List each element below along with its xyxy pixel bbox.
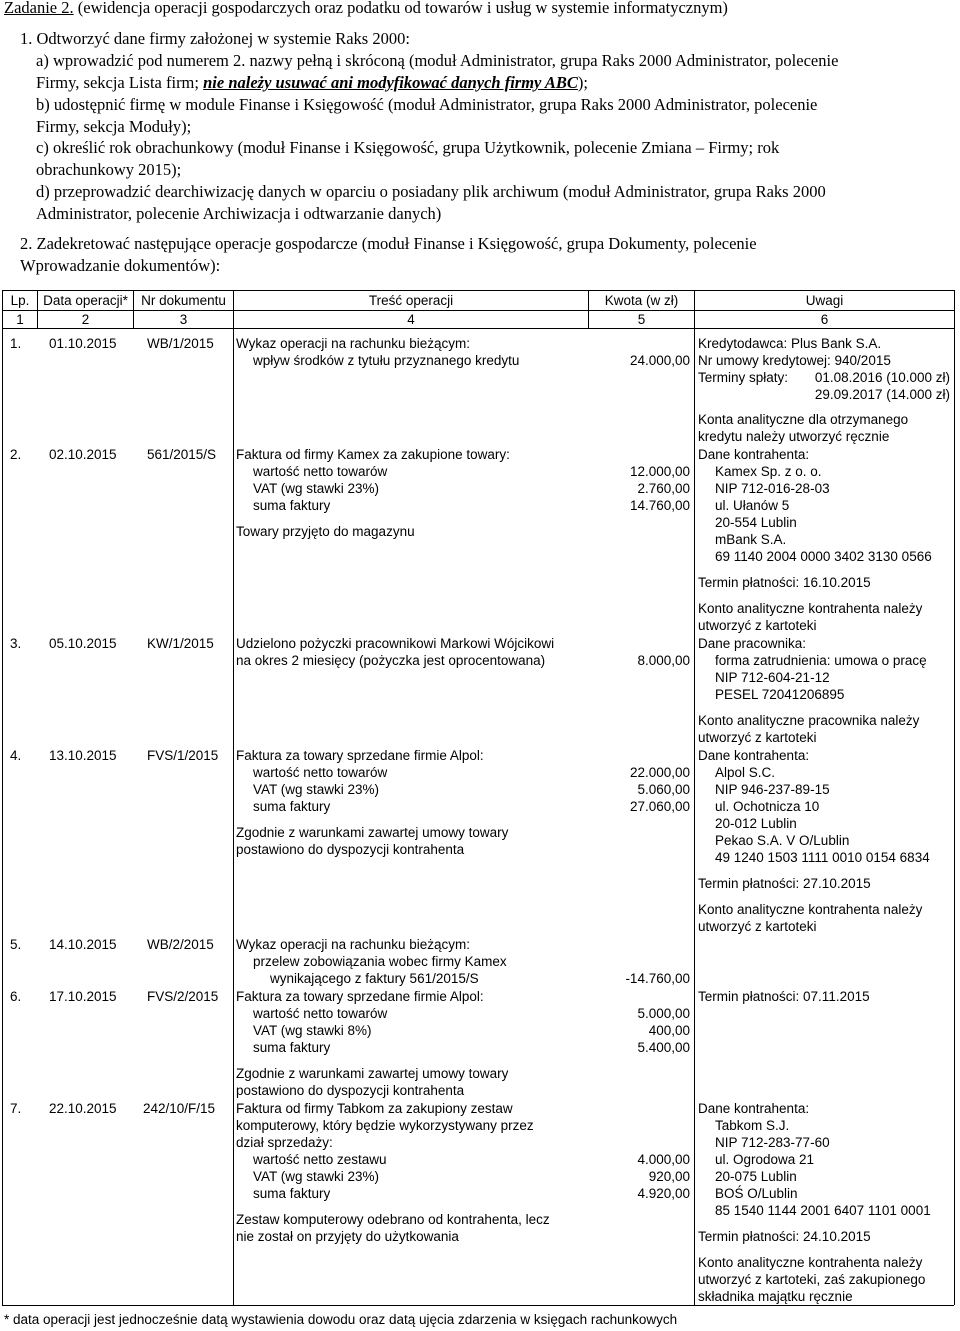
instruction-1d-line2: Administrator, polecenie Archiwizacja i odtwarzanie danych) [36, 204, 442, 223]
table-right-border [954, 290, 955, 1305]
row-note: NIP 712-283-77-60 [715, 1135, 830, 1150]
column-number: 4 [407, 312, 415, 327]
row-lp: 3. [10, 636, 22, 651]
row-content-line: Wykaz operacji na rachunku bieżącym: [236, 937, 470, 952]
row-date: 05.10.2015 [49, 636, 117, 651]
row-content-line: dział sprzedaży: [236, 1135, 333, 1150]
table-col-divider [694, 290, 695, 1305]
instruction-2-line2: Wprowadzanie dokumentów): [20, 256, 221, 275]
instruction-1d-line1: d) przeprowadzić dearchiwizację danych w oparciu o posiadany plik archiwum (moduł Administrator, grupa Raks 2000 [36, 182, 826, 201]
row-note: składnika majątku ręcznie [698, 1289, 853, 1304]
row-lp: 6. [10, 989, 22, 1004]
row-note: Kamex Sp. z o. o. [715, 464, 822, 479]
instruction-1a-warning: nie należy usuwać ani modyfikować danych firmy ABC [203, 73, 578, 92]
row-date: 13.10.2015 [49, 748, 117, 763]
task-title-description: (ewidencja operacji gospodarczych oraz podatku od towarów i usług w systemie informatycznym) [73, 0, 728, 17]
instruction-1a-line2 [36, 73, 588, 93]
row-note: 20-554 Lublin [715, 515, 797, 530]
instruction-1b-line2: Firmy, sekcja Moduły); [36, 117, 192, 136]
instruction-1a-line1: a) wprowadzić pod numerem 2. nazwy pełną i skróconą (moduł Administrator, grupa Raks 2000 Administrator, polecenie [36, 51, 839, 70]
row-content-line: na okres 2 miesięcy (pożyczka jest oprocentowana) [236, 653, 546, 668]
row-amount: 5.060,00 [637, 782, 690, 797]
row-content-line: nie został on przyjęty do użytkowania [236, 1229, 459, 1244]
row-note: kredytu należy utworzyć ręcznie [698, 429, 890, 444]
row-lp: 5. [10, 937, 22, 952]
row-amount: 920,00 [648, 1169, 690, 1184]
row-note: utworzyć z kartoteki [698, 730, 817, 745]
table-col-divider [233, 290, 234, 1305]
row-content-line: przelew zobowiązania wobec firmy Kamex [253, 954, 507, 969]
row-content-line: Faktura od firmy Kamex za zakupione towary: [236, 447, 510, 462]
row-content-line: Udzielono pożyczki pracownikowi Markowi Wójcikowi [236, 636, 555, 651]
instruction-1b-line1: b) udostępnić firmę w module Finanse i Księgowość (moduł Administrator, grupa Raks 2000 Administrator, polecenie [36, 95, 818, 114]
row-content-line: Zgodnie z warunkami zawartej umowy towary [236, 1066, 509, 1081]
row-note: 20-012 Lublin [715, 816, 797, 831]
column-number: 2 [81, 312, 90, 327]
row-date: 22.10.2015 [49, 1101, 117, 1116]
row-doc: FVS/2/2015 [147, 989, 219, 1004]
row-content-line: Zestaw komputerowy odebrano od kontrahenta, lecz [236, 1212, 550, 1227]
row-date: 02.10.2015 [49, 447, 117, 462]
row-note: 85 1540 1144 2001 6407 1101 0001 [715, 1203, 931, 1218]
row-note: Dane kontrahenta: [698, 748, 810, 763]
instruction-1a-end: ); [577, 73, 588, 92]
row-doc: 561/2015/S [147, 447, 217, 462]
row-doc: FVS/1/2015 [147, 748, 219, 763]
row-content-line: VAT (wg stawki 23%) [253, 1169, 380, 1184]
row-doc: WB/2/2015 [147, 937, 214, 952]
instruction-1c-line2: obrachunkowy 2015); [36, 160, 182, 179]
row-note: ul. Ułanów 5 [715, 498, 790, 513]
table-top-border [2, 290, 954, 291]
row-note: forma zatrudnienia: umowa o pracę [715, 653, 927, 668]
instruction-1a-text: Firmy, sekcja Lista firm; [36, 73, 204, 92]
row-note: utworzyć z kartoteki [698, 919, 817, 934]
row-note: 49 1240 1503 1111 0010 0154 6834 [715, 850, 930, 865]
row-note: PESEL 72041206895 [715, 687, 845, 702]
row-content-line: wpływ środków z tytułu przyznanego kredytu [253, 353, 520, 368]
row-lp: 2. [10, 447, 22, 462]
row-amount: -14.760,00 [625, 971, 690, 986]
row-date: 17.10.2015 [49, 989, 117, 1004]
row-note: Pekao S.A. V O/Lublin [715, 833, 850, 848]
row-content-line: Faktura za towary sprzedane firmie Alpol: [236, 748, 484, 763]
row-content-line: wynikającego z faktury 561/2015/S [270, 971, 479, 986]
row-note: Konta analityczne dla otrzymanego [698, 412, 909, 427]
task-title-label: Zadanie 2. [4, 0, 74, 17]
row-content-line: suma faktury [253, 1186, 331, 1201]
row-lp: 4. [10, 748, 22, 763]
row-note: Termin płatności: 16.10.2015 [698, 575, 871, 590]
row-note: NIP 712-016-28-03 [715, 481, 830, 496]
row-note: Kredytodawca: Plus Bank S.A. [698, 336, 882, 351]
row-content-line: Towary przyjęto do magazynu [236, 524, 415, 539]
row-note: Tabkom S.J. [715, 1118, 790, 1133]
instruction-2-line1: 2. Zadekretować następujące operacje gospodarcze (moduł Finanse i Księgowość, grupa Dokumenty, polecenie [20, 234, 757, 253]
row-content-line: suma faktury [253, 1040, 331, 1055]
row-lp: 1. [10, 336, 22, 351]
row-date: 14.10.2015 [49, 937, 117, 952]
row-note: 01.08.2016 (10.000 zł) [814, 370, 950, 385]
row-note: Dane pracownika: [698, 636, 807, 651]
footnote: * data operacji jest jednocześnie datą wystawienia dowodu oraz datą ujęcia zdarzenia w księgach rachunkowych [4, 1312, 678, 1327]
row-content-line: Faktura za towary sprzedane firmie Alpol: [236, 989, 484, 1004]
row-amount: 400,00 [648, 1023, 690, 1038]
row-note: NIP 712-604-21-12 [715, 670, 830, 685]
header-amount: Kwota (w zł) [604, 293, 679, 308]
row-amount: 22.000,00 [629, 765, 690, 780]
row-note: Konto analityczne kontrahenta należy [698, 1255, 923, 1270]
row-note: Konto analityczne kontrahenta należy [698, 601, 923, 616]
row-content-line: VAT (wg stawki 23%) [253, 481, 380, 496]
row-doc: WB/1/2015 [147, 336, 214, 351]
row-content-line: postawiono do dyspozycji kontrahenta [236, 1083, 465, 1098]
row-note: Nr umowy kredytowej: 940/2015 [698, 353, 891, 368]
row-amount: 5.400,00 [637, 1040, 690, 1055]
column-number: 3 [179, 312, 188, 327]
row-amount: 5.000,00 [637, 1006, 690, 1021]
column-number: 5 [637, 312, 646, 327]
row-amount: 27.060,00 [629, 799, 690, 814]
row-content-line: Zgodnie z warunkami zawartej umowy towary [236, 825, 509, 840]
row-amount: 4.920,00 [637, 1186, 690, 1201]
row-note: Konto analityczne kontrahenta należy [698, 902, 923, 917]
row-note: Dane kontrahenta: [698, 1101, 810, 1116]
row-note: mBank S.A. [715, 532, 787, 547]
row-note: Terminy spłaty: [698, 370, 789, 385]
row-content-line: Faktura od firmy Tabkom za zakupiony zestaw [236, 1101, 513, 1116]
header-content: Treść operacji [368, 293, 454, 308]
row-date: 01.10.2015 [49, 336, 117, 351]
row-content-line: VAT (wg stawki 23%) [253, 782, 380, 797]
row-note: Alpol S.C. [715, 765, 776, 780]
row-content-line: Wykaz operacji na rachunku bieżącym: [236, 336, 470, 351]
row-amount: 12.000,00 [629, 464, 690, 479]
row-content-line: wartość netto zestawu [253, 1152, 387, 1167]
row-note: 20-075 Lublin [715, 1169, 797, 1184]
row-note: utworzyć z kartoteki [698, 618, 817, 633]
row-note: 29.09.2017 (14.000 zł) [814, 387, 950, 402]
row-content-line: wartość netto towarów [253, 1006, 388, 1021]
instruction-1c-line1: c) określić rok obrachunkowy (moduł Finanse i Księgowość, grupa Użytkownik, polecenie Zmiana – Firmy; rok [36, 138, 780, 157]
row-note: Termin płatności: 07.11.2015 [698, 989, 870, 1004]
row-doc: KW/1/2015 [147, 636, 214, 651]
row-note: Termin płatności: 24.10.2015 [698, 1229, 871, 1244]
row-content-line: suma faktury [253, 799, 331, 814]
header-lp: Lp. [10, 293, 30, 308]
row-content-line: suma faktury [253, 498, 331, 513]
row-content-line: VAT (wg stawki 8%) [253, 1023, 372, 1038]
column-number: 6 [820, 312, 829, 327]
row-note: ul. Ogrodowa 21 [715, 1152, 815, 1167]
column-number: 1 [16, 312, 24, 327]
row-note: ul. Ochotnicza 10 [715, 799, 820, 814]
row-note: Termin płatności: 27.10.2015 [698, 876, 871, 891]
row-amount: 4.000,00 [637, 1152, 690, 1167]
row-amount: 2.760,00 [637, 481, 690, 496]
header-notes: Uwagi [805, 293, 844, 308]
row-note: BOŚ O/Lublin [715, 1186, 798, 1201]
row-note: utworzyć z kartoteki, zaś zakupionego [698, 1272, 926, 1287]
row-amount: 8.000,00 [637, 653, 690, 668]
instruction-1: 1. Odtworzyć dane firmy założonej w systemie Raks 2000: [20, 29, 410, 48]
row-content-line: wartość netto towarów [253, 464, 388, 479]
table-number-row-border [2, 328, 954, 329]
table-left-border [2, 290, 3, 1305]
table-bottom-border [2, 1305, 954, 1306]
row-note: NIP 946-237-89-15 [715, 782, 830, 797]
row-amount: 24.000,00 [629, 353, 690, 368]
header-doc: Nr dokumentu [141, 293, 226, 308]
row-amount: 14.760,00 [629, 498, 690, 513]
row-content-line: komputerowy, który będzie wykorzystywany przez [236, 1118, 534, 1133]
row-doc: 242/10/F/15 [143, 1101, 216, 1116]
row-content-line: wartość netto towarów [253, 765, 388, 780]
row-content-line: postawiono do dyspozycji kontrahenta [236, 842, 465, 857]
row-lp: 7. [10, 1101, 22, 1116]
task-title [4, 0, 728, 18]
header-date: Data operacji* [43, 293, 128, 308]
row-note: Konto analityczne pracownika należy [698, 713, 920, 728]
row-note: Dane kontrahenta: [698, 447, 810, 462]
row-note: 69 1140 2004 0000 3402 3130 0566 [715, 549, 932, 564]
